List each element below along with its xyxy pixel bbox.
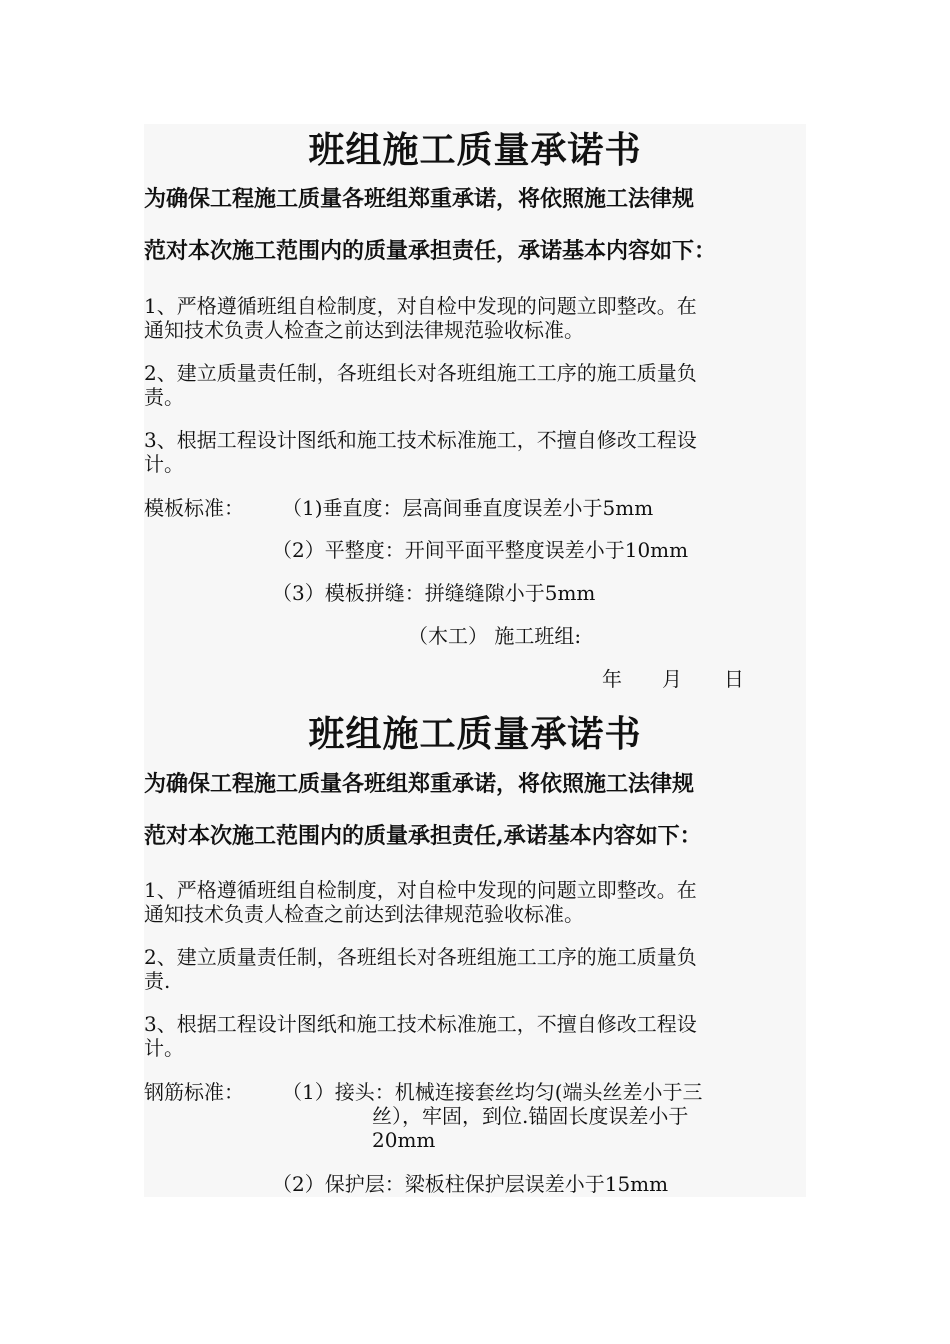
section-1-item-1-line-2: 通知技术负责人检查之前达到法律规范验收标准。	[144, 318, 584, 342]
section-1-standard-label: 模板标准：	[144, 496, 244, 520]
section-2-standard-1-line-3: 20mm	[372, 1128, 436, 1152]
section-1-standard-2: （2）平整度：开间平面平整度误差小于10mm	[272, 538, 689, 562]
section-2-intro-line-1: 为确保工程施工质量各班组郑重承诺，将依照施工法律规	[144, 771, 695, 797]
section-2-standard-2: （2）保护层：梁板柱保护层误差小于15mm	[272, 1172, 669, 1196]
section-1-title: 班组施工质量承诺书	[308, 129, 642, 171]
section-1-item-2-line-2: 责。	[144, 385, 184, 409]
section-1-item-3-line-1: 3、根据工程设计图纸和施工技术标准施工，不擅自修改工程设	[144, 428, 697, 452]
section-2-item-2-line-1: 2、建立质量责任制，各班组长对各班组施工工序的施工质量负	[144, 945, 697, 969]
section-1-standard-3: （3）模板拼缝：拼缝缝隙小于5mm	[272, 581, 596, 605]
section-1-intro-line-2: 范对本次施工范围内的质量承担责任，承诺基本内容如下：	[144, 238, 717, 264]
section-1-item-3-line-2: 计。	[144, 452, 184, 476]
section-1-item-2-line-1: 2、建立质量责任制，各班组长对各班组施工工序的施工质量负	[144, 361, 697, 385]
section-2-standard-label: 钢筋标准：	[144, 1080, 244, 1104]
section-2-item-2-line-2: 责.	[144, 969, 171, 993]
section-2-title: 班组施工质量承诺书	[308, 713, 642, 755]
section-1-date-day: 日	[724, 667, 744, 691]
section-2-item-3-line-2: 计。	[144, 1036, 184, 1060]
section-2-standard-1-line-1: （1）接头：机械连接套丝均匀(端头丝差小于三	[282, 1080, 703, 1104]
section-2-item-1-line-2: 通知技术负责人检查之前达到法律规范验收标准。	[144, 902, 584, 926]
section-2-standard-1-line-2: 丝），牢固，到位.锚固长度误差小于	[372, 1104, 689, 1128]
document-page	[144, 124, 806, 1197]
section-2-item-3-line-1: 3、根据工程设计图纸和施工技术标准施工，不擅自修改工程设	[144, 1012, 697, 1036]
section-1-standard-1: （1)垂直度：层高间垂直度误差小于5mm	[282, 496, 654, 520]
section-2-intro-line-2: 范对本次施工范围内的质量承担责任,承诺基本内容如下：	[144, 823, 702, 849]
section-1-intro-line-1: 为确保工程施工质量各班组郑重承诺，将依照施工法律规	[144, 186, 695, 212]
section-1-item-1-line-1: 1、严格遵循班组自检制度，对自检中发现的问题立即整改。在	[144, 294, 697, 318]
section-2-item-1-line-1: 1、严格遵循班组自检制度，对自检中发现的问题立即整改。在	[144, 878, 697, 902]
section-1-date-year: 年	[602, 667, 622, 691]
section-1-date-month: 月	[662, 667, 682, 691]
section-1-team-signature: （木工） 施工班组:	[408, 624, 582, 648]
